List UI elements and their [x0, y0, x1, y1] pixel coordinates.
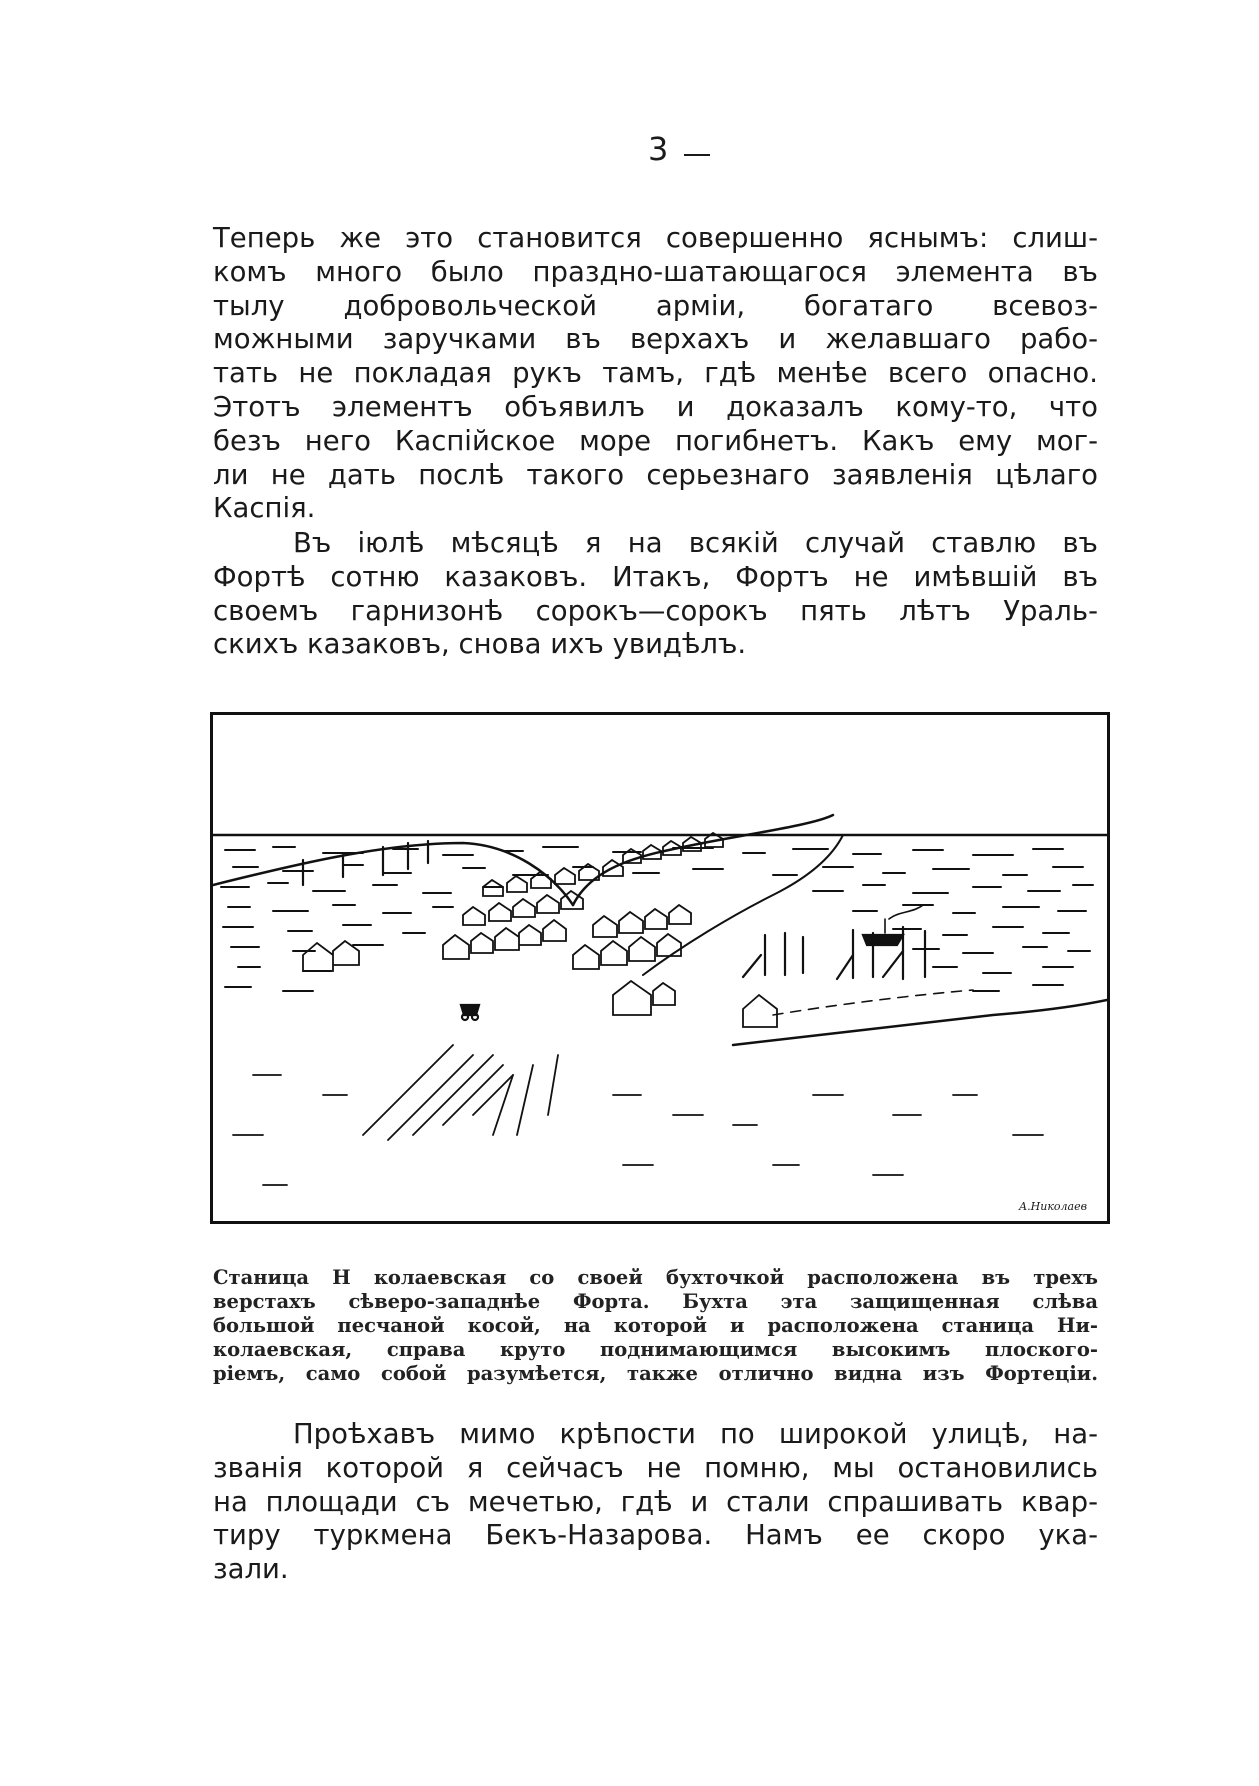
text-line: на площади съ мечетью, гдѣ и стали спрашивать квар- [213, 1485, 1098, 1518]
illustration-frame [210, 712, 1110, 1224]
page-number: 3 [648, 130, 710, 168]
text-line: Въ іюлѣ мѣсяцѣ я на всякій случай ставлю въ [293, 527, 1098, 559]
text-line: тиру туркмена Бекъ-Назарова. Намъ ее скоро ука- [213, 1519, 1098, 1552]
paragraph-3 [213, 1418, 1098, 1587]
caption-line: Станица Н колаевская со своей бухточкой расположена въ трехъ [213, 1266, 1098, 1289]
caption-line: колаевская, справа круто поднимающимся высокимъ плоского- [213, 1338, 1098, 1361]
text-line: скихъ казаковъ, снова ихъ увидѣлъ. [213, 628, 747, 661]
text-line: Теперь же это становится совершенно яснымъ: слиш- [213, 222, 1098, 254]
text-line: тылу добровольческой арміи, богатаго всевоз- [213, 289, 1098, 322]
text-line: ли не дать послѣ такого серьезнаго заявленія цѣлаго [213, 458, 1098, 491]
caption-line: ріемъ, само собой разумѣется, также отлично видна изъ Фортеціи. [213, 1362, 1098, 1385]
text-line: Проѣхавъ мимо крѣпости по широкой улицѣ, на- [293, 1418, 1098, 1450]
text-line: можными заручками въ верхахъ и желавшаго рабо- [213, 323, 1098, 356]
illustration-bay-drawing [213, 715, 1107, 1221]
caption-line: верстахъ сѣверо-западнѣе Форта. Бухта эта защищенная слѣва [213, 1290, 1098, 1313]
paragraph-1 [213, 222, 1098, 526]
text-line: тать не покладая рукъ тамъ, гдѣ менѣе всего опасно. [213, 357, 1098, 390]
text-line: Фортѣ сотню казаковъ. Итакъ, Фортъ не имѣвшій въ [213, 560, 1098, 593]
text-line: званія которой я сейчасъ не помню, мы остановились [213, 1451, 1098, 1484]
text-line: Этотъ элементъ объявилъ и доказалъ кому-то, что [213, 390, 1098, 423]
text-line: безъ него Каспійское море погибнетъ. Какъ ему мог- [213, 424, 1098, 457]
caption-line: большой песчаной косой, на которой и расположена станица Ни- [213, 1314, 1098, 1337]
text-line: комъ много было праздно-шатающагося элемента въ [213, 255, 1098, 288]
illustrator-signature: А.Николаев [1018, 1200, 1087, 1213]
text-line: Каспія. [213, 492, 316, 525]
paragraph-2 [213, 527, 1098, 662]
figure-caption [213, 1266, 1098, 1386]
text-line: своемъ гарнизонѣ сорокъ—сорокъ пять лѣтъ Ураль- [213, 594, 1098, 627]
text-line: зали. [213, 1553, 289, 1586]
